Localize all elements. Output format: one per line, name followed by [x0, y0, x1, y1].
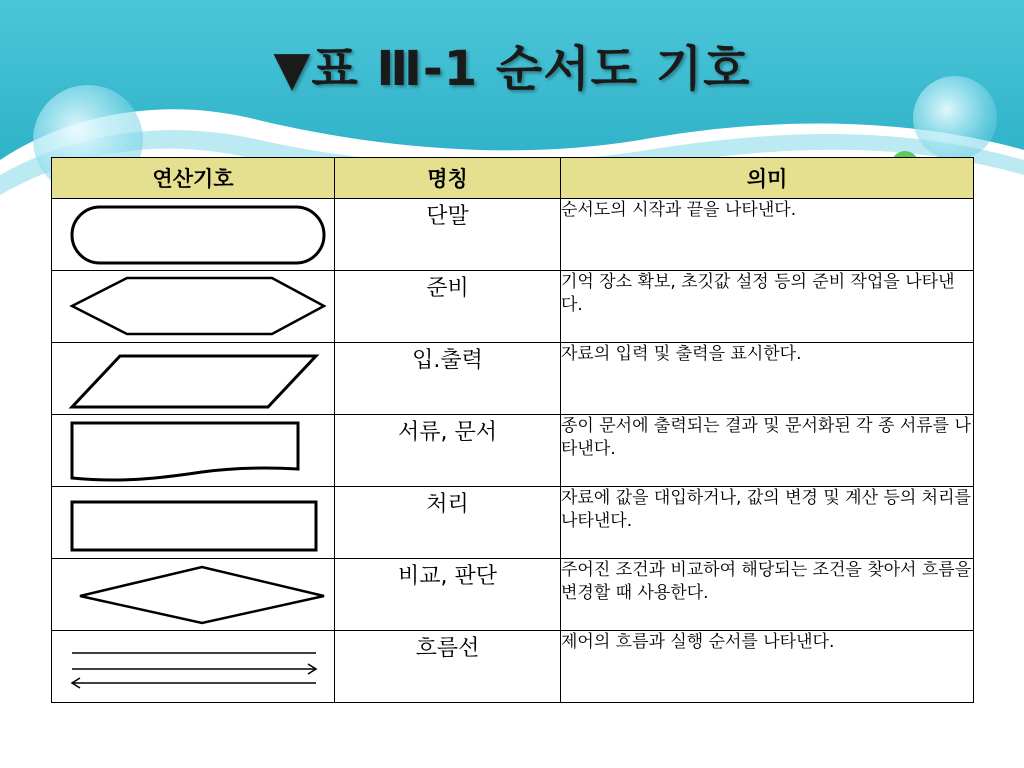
symbol-name: 입.출력 — [335, 343, 561, 415]
table-header-row — [52, 158, 974, 199]
process-symbol-icon — [52, 487, 332, 557]
column-header-name: 명칭 — [335, 158, 561, 199]
symbol-meaning: 순서도의 시작과 끝을 나타낸다. — [561, 199, 974, 271]
input-output-symbol-icon — [52, 343, 332, 413]
column-header-symbol: 연산기호 — [52, 158, 335, 199]
symbol-meaning: 자료의 입력 및 출력을 표시한다. — [561, 343, 974, 415]
terminal-symbol-icon — [52, 199, 332, 269]
symbol-name: 처리 — [335, 487, 561, 559]
table-row — [52, 343, 974, 415]
symbol-meaning: 제어의 흐름과 실행 순서를 나타낸다. — [561, 631, 974, 703]
symbol-meaning: 자료에 값을 대입하거나, 값의 변경 및 계산 등의 처리를 나타낸다. — [561, 487, 974, 559]
document-symbol-icon — [52, 415, 332, 485]
symbol-name: 단말 — [335, 199, 561, 271]
symbol-meaning: 기억 장소 확보, 초깃값 설정 등의 준비 작업을 나타낸다. — [561, 271, 974, 343]
flow-line-symbol-icon — [52, 631, 332, 701]
symbol-cell — [52, 487, 335, 559]
symbol-cell — [52, 415, 335, 487]
table-row — [52, 271, 974, 343]
table-row — [52, 199, 974, 271]
symbol-cell — [52, 343, 335, 415]
symbol-meaning: 종이 문서에 출력되는 결과 및 문서화된 각 종 서류를 나타낸다. — [561, 415, 974, 487]
page-title: ▼표 Ⅲ-1 순서도 기호 — [273, 41, 751, 97]
symbol-cell — [52, 199, 335, 271]
symbol-name: 서류, 문서 — [335, 415, 561, 487]
symbol-cell — [52, 559, 335, 631]
symbol-name: 비교, 판단 — [335, 559, 561, 631]
decision-symbol-icon — [52, 559, 332, 629]
symbol-name: 흐름선 — [335, 631, 561, 703]
symbol-cell — [52, 271, 335, 343]
symbol-name: 준비 — [335, 271, 561, 343]
table-row — [52, 415, 974, 487]
table-row — [52, 559, 974, 631]
column-header-meaning: 의미 — [561, 158, 974, 199]
table-row — [52, 631, 974, 703]
preparation-symbol-icon — [52, 271, 332, 341]
symbol-meaning: 주어진 조건과 비교하여 해당되는 조건을 찾아서 흐름을 변경할 때 사용한다. — [561, 559, 974, 631]
table-row — [52, 487, 974, 559]
symbol-cell — [52, 631, 335, 703]
flowchart-symbol-table — [51, 157, 974, 703]
